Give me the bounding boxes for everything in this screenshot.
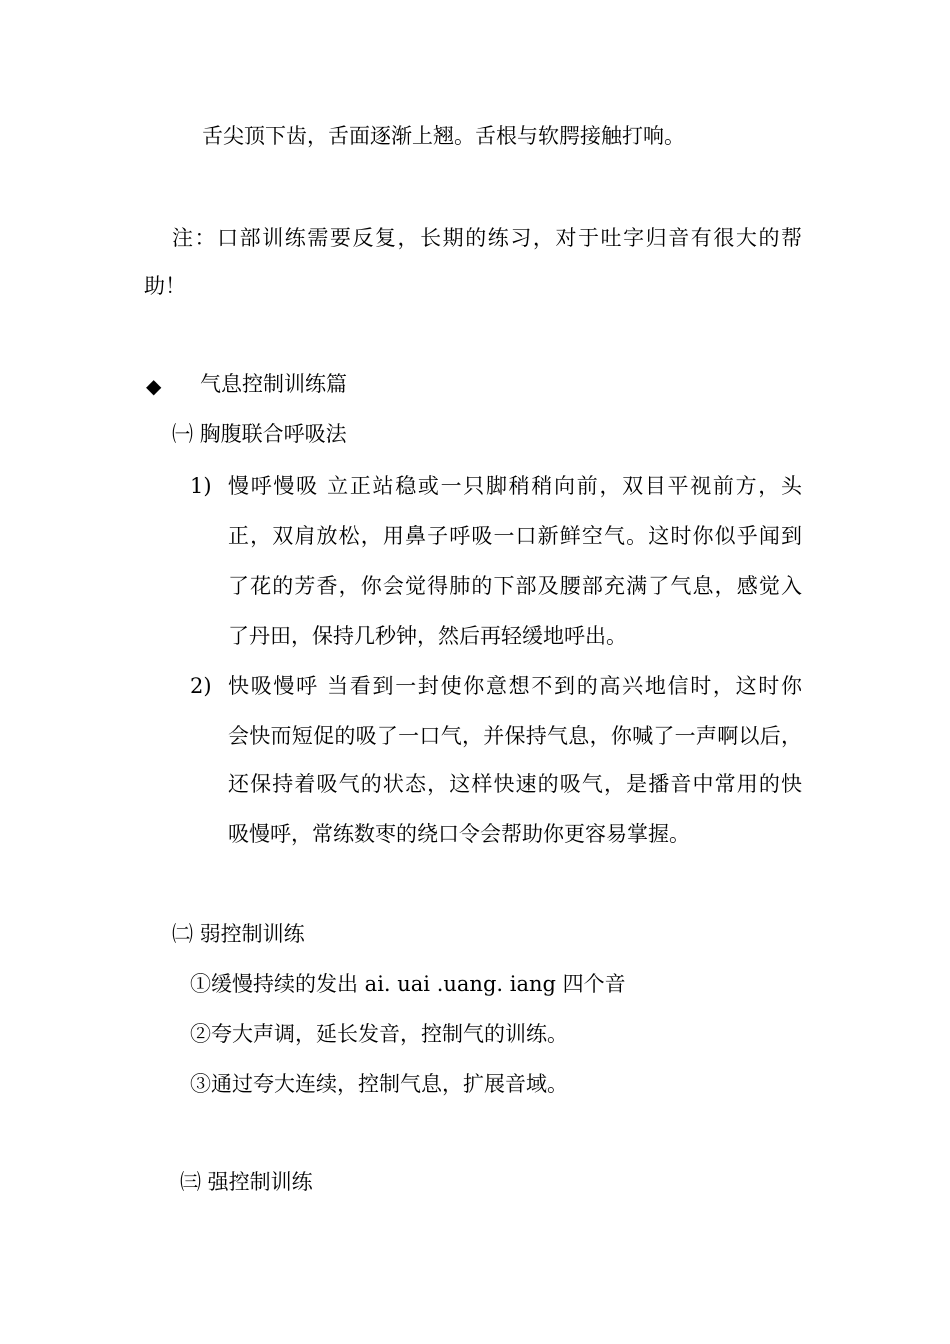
item-2-line-1: 快吸慢呼 当看到一封使你意想不到的高兴地信时，这时你 [228, 674, 802, 698]
weak-control-item-2: ②夸大声调，延长发音，控制气的训练。 [190, 1022, 568, 1046]
weak-control-item-3: ③通过夸大连续，控制气息，扩展音域。 [190, 1072, 568, 1096]
note-line-2: 助！ [144, 274, 186, 298]
diamond-bullet-icon: ◆ [146, 374, 162, 398]
item-1-line-2: 正，双肩放松，用鼻子呼吸一口新鲜空气。这时你似乎闻到 [228, 524, 802, 548]
item-2-line-4: 吸慢呼，常练数枣的绕口令会帮助你更容易掌握。 [228, 822, 690, 846]
tongue-instruction: 舌尖顶下齿，舌面逐渐上翘。舌根与软腭接触打响。 [202, 124, 685, 148]
weak-control-item-1: ①缓慢持续的发出 ai. uai .uang. iang 四个音 [190, 972, 626, 996]
item-2-line-3: 还保持着吸气的状态，这样快速的吸气，是播音中常用的快 [228, 772, 802, 796]
subsection-1-title: ㈠ 胸腹联合呼吸法 [172, 422, 347, 446]
item-1-line-1: 慢呼慢吸 立正站稳或一只脚稍稍向前，双目平视前方，头 [228, 474, 802, 498]
item-1-line-4: 了丹田，保持几秒钟，然后再轻缓地呼出。 [228, 624, 627, 648]
section-title: 气息控制训练篇 [200, 372, 347, 396]
note-line-1: 注：口部训练需要反复，长期的练习，对于吐字归音有很大的帮 [172, 226, 802, 250]
subsection-2-title: ㈡ 弱控制训练 [172, 922, 305, 946]
subsection-3-title: ㈢ 强控制训练 [180, 1170, 313, 1194]
item-2-number: 2) [190, 674, 212, 698]
item-2-line-2: 会快而短促的吸了一口气，并保持气息，你喊了一声啊以后， [228, 724, 802, 748]
item-1-number: 1) [190, 474, 212, 498]
item-1-line-3: 了花的芳香，你会觉得肺的下部及腰部充满了气息，感觉入 [228, 574, 802, 598]
